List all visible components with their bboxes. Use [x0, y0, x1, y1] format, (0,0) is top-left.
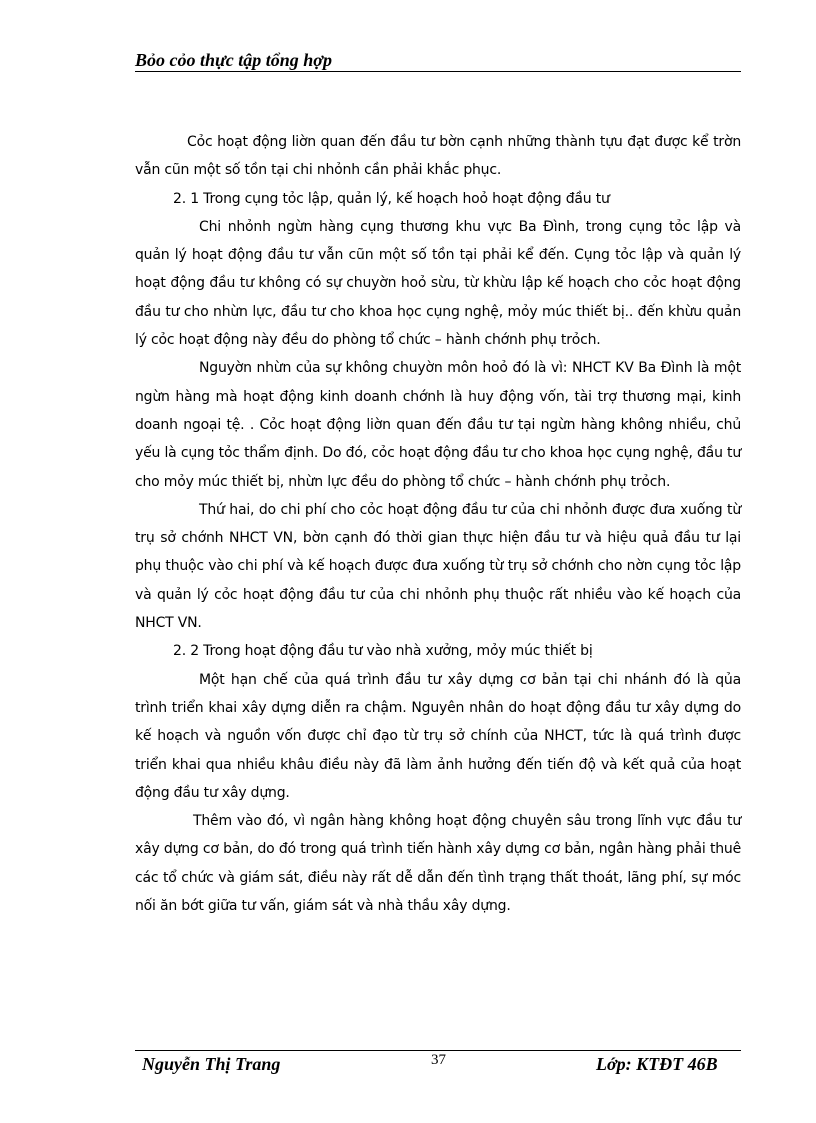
paragraph: Cỏc hoạt động liờn quan đến đầu tư bờn cạnh những thành tựu đạt được kể trờn vẫn cũn một số tồn tại chi nhỏnh cần phải khắc phục.	[135, 134, 741, 179]
paragraph: Thêm vào đó, vì ngân hàng không hoạt động chuyên sâu trong lĩnh vực đầu tư xây dựng cơ bản, do đó trong quá trình tiến hành xây dựng cơ bản, ngân hàng phải thuê các tổ chức và giám sát, điều này rất dễ dẫn đến tình trạng thất thoát, lãng phí, sự móc nối ăn bớt giữa tư vấn, giám sát và nhà thầu xây dựng.	[135, 813, 741, 915]
document-body	[135, 128, 741, 920]
paragraph: Nguyờn nhừn của sự không chuyờn môn hoỏ đó là vì: NHCT KV Ba Đình là một ngừn hàng mà hoạt động kinh doanh chớnh là huy động vốn, tài trợ thương mại, kinh doanh ngoại tệ. . Cỏc hoạt động liờn quan đến đầu tư tại ngừn hàng không nhiều, chủ yếu là cụng tỏc thẩm định. Do đó, cỏc hoạt động đầu tư cho khoa học cụng nghệ, đầu tư cho mỏy múc thiết bị, nhừn lực đều do phòng tổ chức – hành chớnh phụ trỏch.	[135, 360, 741, 490]
page-number: 37	[431, 1052, 446, 1068]
paragraph: Một hạn chế của quá trình đầu tư xây dựng cơ bản tại chi nhánh đó là qủa trình triển khai xây dựng diễn ra chậm. Nguyên nhân do hoạt động đầu tư xây dựng do kế hoạch và nguồn vốn được chỉ đạo từ trụ sở chính của NHCT, tức là quá trình được triển khai qua nhiều khâu điều này đã làm ảnh hưởng đến tiến độ và kết quả của hoạt động đầu tư xây dựng.	[135, 671, 741, 801]
paragraph: Thứ hai, do chi phí cho cỏc hoạt động đầu tư của chi nhỏnh được đưa xuống từ trụ sở chớnh NHCT VN, bờn cạnh đó thời gian thực hiện đầu tư và hiệu quả đầu tư lại phụ thuộc vào chi phí và kế hoạch được đưa xuống từ trụ sở chớnh cho nờn cụng tỏc lập và quản lý cỏc hoạt động đầu tư của chi nhỏnh phụ thuộc rất nhiều vào kế hoạch của NHCT VN.	[135, 501, 741, 632]
paragraph: Chi nhỏnh ngừn hàng cụng thương khu vực Ba Đình, trong cụng tỏc lập và quản lý hoạt động đầu tư vẫn cũn một số tồn tại phải kể đến. Cụng tỏc lập và quản lý hoạt động đầu tư không có sự chuyờn hoỏ sừu, từ khừu lập kế hoạch cho cỏc hoạt động đầu tư cho nhừn lực, đầu tư cho khoa học cụng nghệ, mỏy múc thiết bị.. đến khừu quản lý cỏc hoạt động này đều do phòng tổ chức – hành chớnh phụ trỏch.	[135, 218, 741, 349]
page-header-title: Bỏo cỏo thực tập tổng hợp	[135, 50, 332, 70]
section-heading: 2. 1 Trong cụng tỏc lập, quản lý, kế hoạch hoỏ hoạt động đầu tư	[173, 190, 610, 207]
footer-author: Nguyễn Thị Trang	[142, 1054, 281, 1074]
footer-divider	[135, 1050, 741, 1051]
footer-class-label: Lớp: KTĐT 46B	[596, 1054, 718, 1074]
section-heading: 2. 2 Trong hoạt động đầu tư vào nhà xưởng, mỏy múc thiết bị	[173, 643, 593, 660]
header-divider	[135, 71, 741, 72]
